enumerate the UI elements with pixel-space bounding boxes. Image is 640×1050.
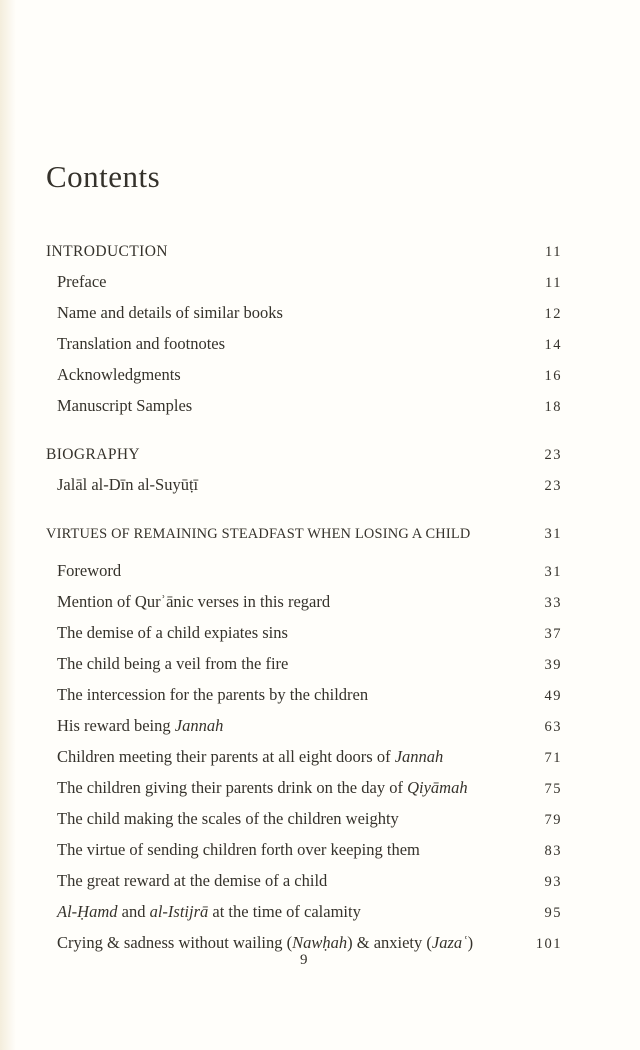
toc-entry bbox=[57, 618, 562, 649]
toc-entry bbox=[57, 866, 562, 897]
section-heading: VIRTUES OF REMAINING STEADFAST WHEN LOSING A CHILD bbox=[46, 526, 471, 543]
entry-title: The children giving their parents drink on the day of Qiyāmah bbox=[57, 778, 468, 798]
entry-title: Al-Ḥamd and al-Istijrā at the time of calamity bbox=[57, 902, 361, 922]
entry-title: Name and details of similar books bbox=[57, 303, 283, 323]
section-entries bbox=[46, 470, 562, 501]
toc-entry bbox=[57, 329, 562, 360]
entry-page-number: 14 bbox=[544, 337, 562, 354]
entry-page-number: 93 bbox=[544, 874, 562, 891]
entry-title: The intercession for the parents by the children bbox=[57, 685, 369, 705]
toc-entry bbox=[57, 360, 562, 391]
entry-page-number: 101 bbox=[535, 936, 562, 953]
section-page-number: 23 bbox=[544, 447, 562, 464]
entry-title: Jalāl al-Dīn al-Suyūṭī bbox=[57, 475, 199, 495]
entry-page-number: 16 bbox=[544, 368, 562, 385]
entry-title: Mention of Qurʾānic verses in this regard bbox=[57, 592, 331, 612]
toc-entry bbox=[57, 649, 562, 680]
entry-page-number: 23 bbox=[544, 478, 562, 495]
entry-title: Manuscript Samples bbox=[57, 396, 193, 416]
footer-page-number: 9 bbox=[300, 952, 308, 968]
toc-entry bbox=[57, 391, 562, 422]
toc-entry bbox=[57, 470, 562, 501]
toc-entry bbox=[57, 587, 562, 618]
entry-page-number: 95 bbox=[544, 905, 562, 922]
entry-title: The demise of a child expiates sins bbox=[57, 623, 288, 643]
section-entries bbox=[46, 556, 562, 959]
entry-title: Crying & sadness without wailing (Nawḥah) & anxiety (Jazaʿ) bbox=[57, 933, 474, 953]
entry-title: His reward being Jannah bbox=[57, 716, 224, 736]
entry-title: The virtue of sending children forth over keeping them bbox=[57, 840, 420, 860]
toc-entry bbox=[57, 267, 562, 298]
entry-title: Acknowledgments bbox=[57, 365, 181, 385]
toc-entry bbox=[57, 897, 562, 928]
toc-entry bbox=[57, 742, 562, 773]
entry-title: Children meeting their parents at all eight doors of Jannah bbox=[57, 747, 444, 767]
entry-title: The child being a veil from the fire bbox=[57, 654, 289, 674]
entry-page-number: 37 bbox=[544, 626, 562, 643]
entry-page-number: 39 bbox=[544, 657, 562, 674]
section-heading-row bbox=[46, 237, 562, 267]
entry-title: Translation and footnotes bbox=[57, 334, 226, 354]
entry-page-number: 31 bbox=[544, 564, 562, 581]
entry-page-number: 49 bbox=[544, 688, 562, 705]
page-title: Contents bbox=[46, 159, 161, 194]
section-heading-row bbox=[46, 519, 562, 549]
toc-entry bbox=[57, 556, 562, 587]
toc-entry bbox=[57, 835, 562, 866]
section-heading: BIOGRAPHY bbox=[46, 446, 141, 464]
toc-entry bbox=[57, 680, 562, 711]
entry-page-number: 18 bbox=[544, 399, 562, 416]
section-heading-row bbox=[46, 440, 562, 470]
toc-entry bbox=[57, 804, 562, 835]
table-of-contents bbox=[46, 237, 562, 959]
entry-page-number: 12 bbox=[544, 306, 562, 323]
entry-title: The child making the scales of the children weighty bbox=[57, 809, 399, 829]
toc-section bbox=[46, 237, 562, 422]
entry-title: Foreword bbox=[57, 561, 122, 581]
entry-title: The great reward at the demise of a child bbox=[57, 871, 328, 891]
entry-page-number: 63 bbox=[544, 719, 562, 736]
entry-page-number: 71 bbox=[544, 750, 562, 767]
entry-page-number: 83 bbox=[544, 843, 562, 860]
toc-section bbox=[46, 519, 562, 959]
section-page-number: 11 bbox=[545, 244, 562, 261]
toc-entry bbox=[57, 711, 562, 742]
entry-page-number: 75 bbox=[544, 781, 562, 798]
section-entries bbox=[46, 267, 562, 422]
toc-section bbox=[46, 440, 562, 501]
entry-page-number: 33 bbox=[544, 595, 562, 612]
entry-title: Preface bbox=[57, 272, 107, 292]
toc-entry bbox=[57, 298, 562, 329]
section-page-number: 31 bbox=[544, 526, 562, 543]
entry-page-number: 79 bbox=[544, 812, 562, 829]
toc-entry bbox=[57, 773, 562, 804]
entry-page-number: 11 bbox=[545, 275, 562, 292]
section-heading: INTRODUCTION bbox=[46, 243, 168, 261]
